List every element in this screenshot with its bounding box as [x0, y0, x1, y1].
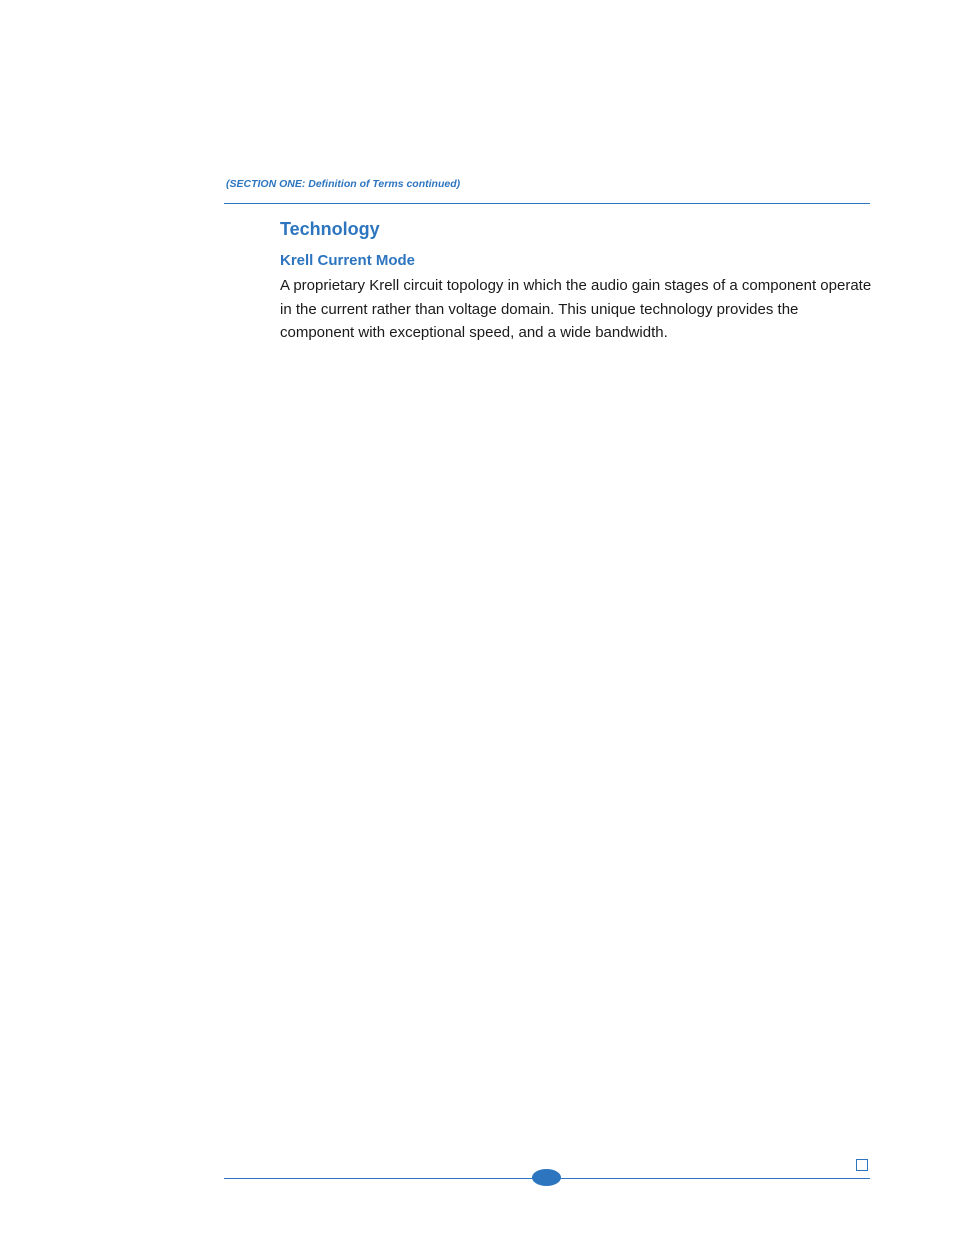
- term-title: Krell Current Mode: [280, 252, 416, 269]
- header-rule: [224, 203, 870, 204]
- section-title: Technology: [280, 219, 380, 239]
- term-definition: A proprietary Krell circuit topology in which the audio gain stages of a component operate in the current rather than voltage domain. This unique technology provides the component with exceptional speed, and a wide bandwidth.: [280, 277, 872, 341]
- corner-box-icon: [856, 1159, 868, 1171]
- page-number-oval: [532, 1169, 561, 1186]
- running-head: (SECTION ONE: Definition of Terms continued): [226, 178, 461, 190]
